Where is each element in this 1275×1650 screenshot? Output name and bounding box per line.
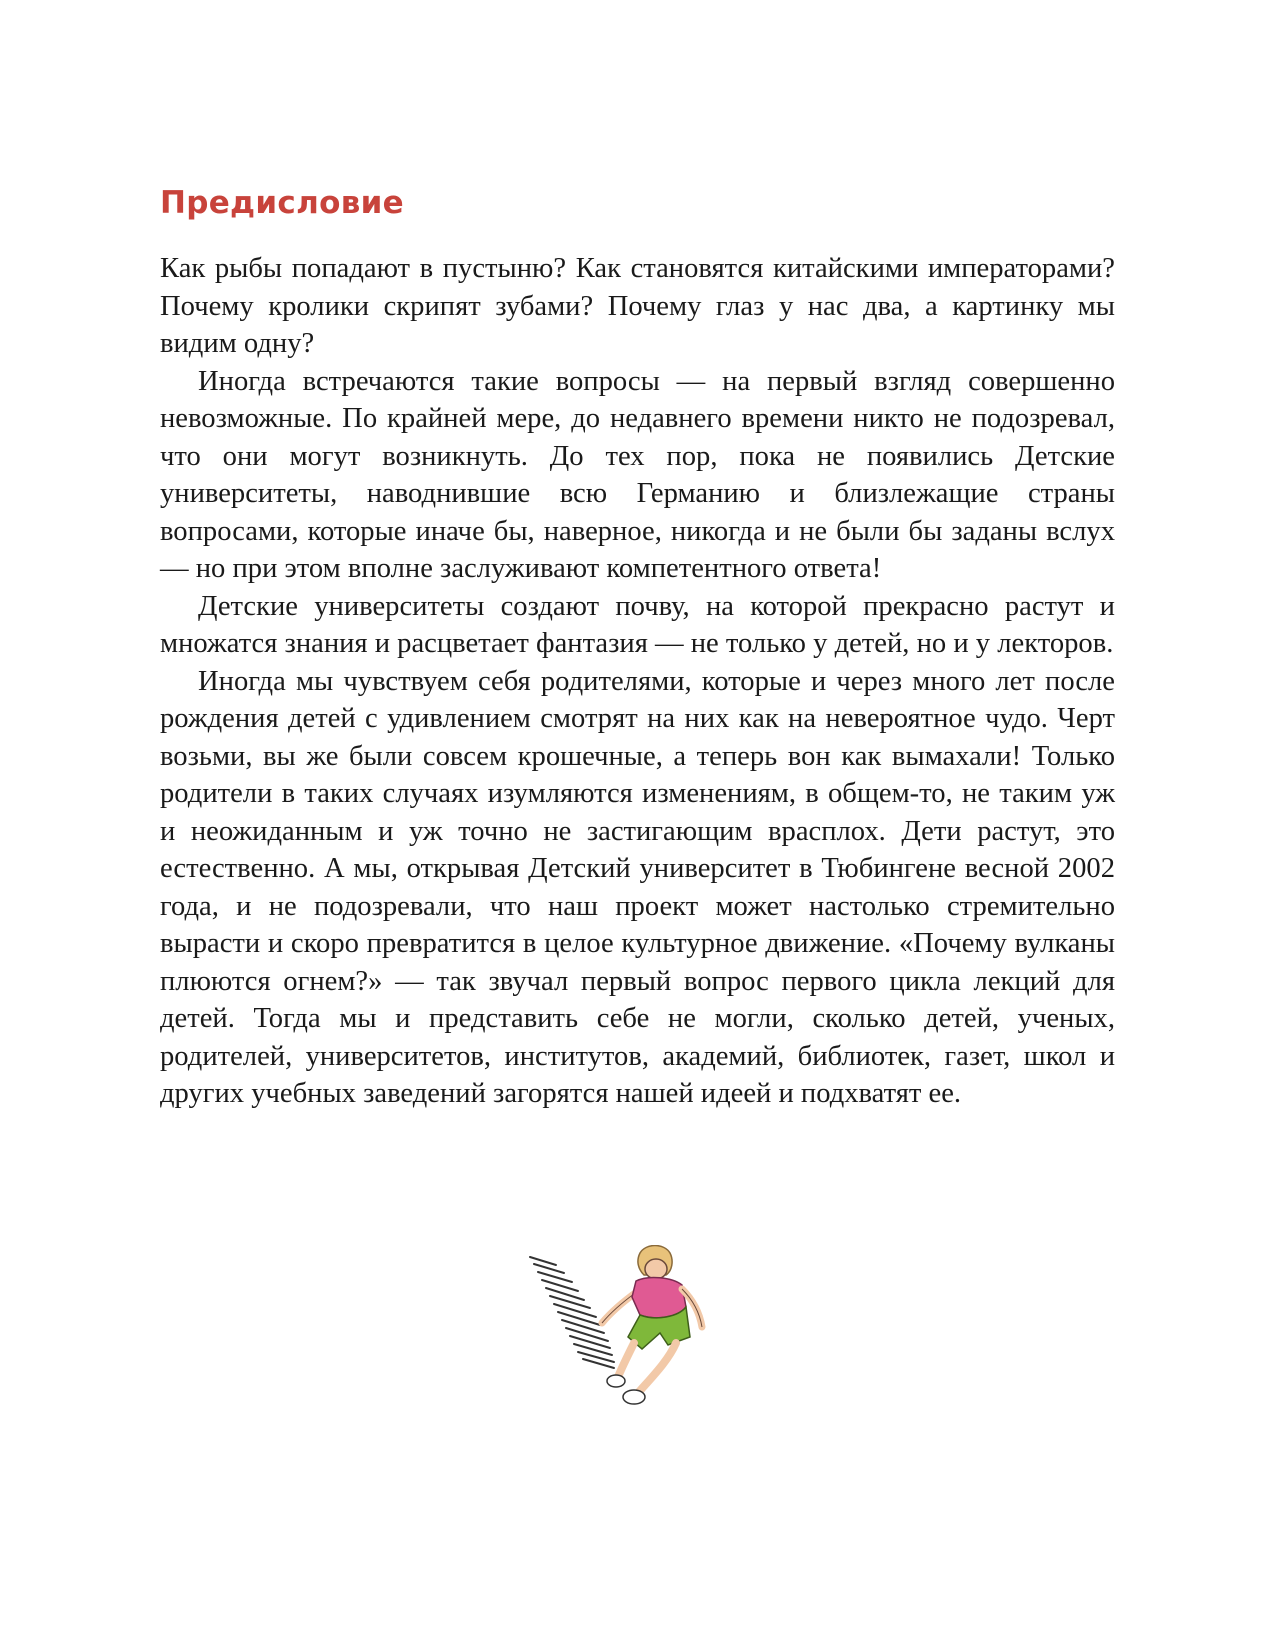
child-leg-front <box>638 1343 676 1393</box>
body-text <box>160 250 1115 1113</box>
page-title: Предисловие <box>160 185 404 221</box>
child-shirt <box>632 1278 686 1318</box>
running-child-illustration <box>528 1245 748 1420</box>
paragraph-1: Как рыбы попадают в пустыню? Как становятся китайскими императорами? Почему кролики скрипят зубами? Почему глаз у нас два, а картинку мы видим одну? <box>160 253 1115 359</box>
paragraph-3: Детские университеты создают почву, на которой прекрасно растут и множатся знания и расцветает фантазия — не только у детей, но и у лекторов. <box>160 590 1115 659</box>
paragraph-4: Иногда мы чувствуем себя родителями, которые и через много лет после рождения детей с удивлением смотрят на них как на невероятное чудо. Черт возьми, вы же были совсем крошечные, а теперь вон как вымахали! Только родители в таких случаях изумляются изменениям, в общем-то, не таким уж и неожиданным и уж точно не застигающим врасплох. Дети растут, это естественно. А мы, открывая Детский университет в Тюбингене весной 2002 года, и не подозревали, что наш проект может настолько стремительно вырасти и скоро превратится в целое культурное движение. «Почему вулканы плюются огнем?» — так звучал первый вопрос первого цикла лекций для детей. Тогда мы и представить себе не могли, сколько детей, ученых, родителей, университетов, институтов, академий, библиотек, газет, школ и других учебных заведений загорятся нашей идеей и подхватят ее. <box>160 665 1115 1109</box>
shadow-hatching <box>530 1257 614 1368</box>
child-shoe-back <box>607 1375 625 1387</box>
child-shoe-front <box>623 1390 645 1404</box>
paragraph-2: Иногда встречаются такие вопросы — на первый взгляд совершенно невозможные. По крайней мере, до недавнего времени никто не подозревал, что они могут возникнуть. До тех пор, пока не появились Детские университеты, наводнившие всю Германию и близлежащие страны вопросами, которые иначе бы, наверное, никогда и не были бы заданы вслух — но при этом вполне заслуживают компетентного ответа! <box>160 365 1115 584</box>
child-leg-back <box>618 1343 634 1377</box>
child-head <box>645 1259 667 1279</box>
